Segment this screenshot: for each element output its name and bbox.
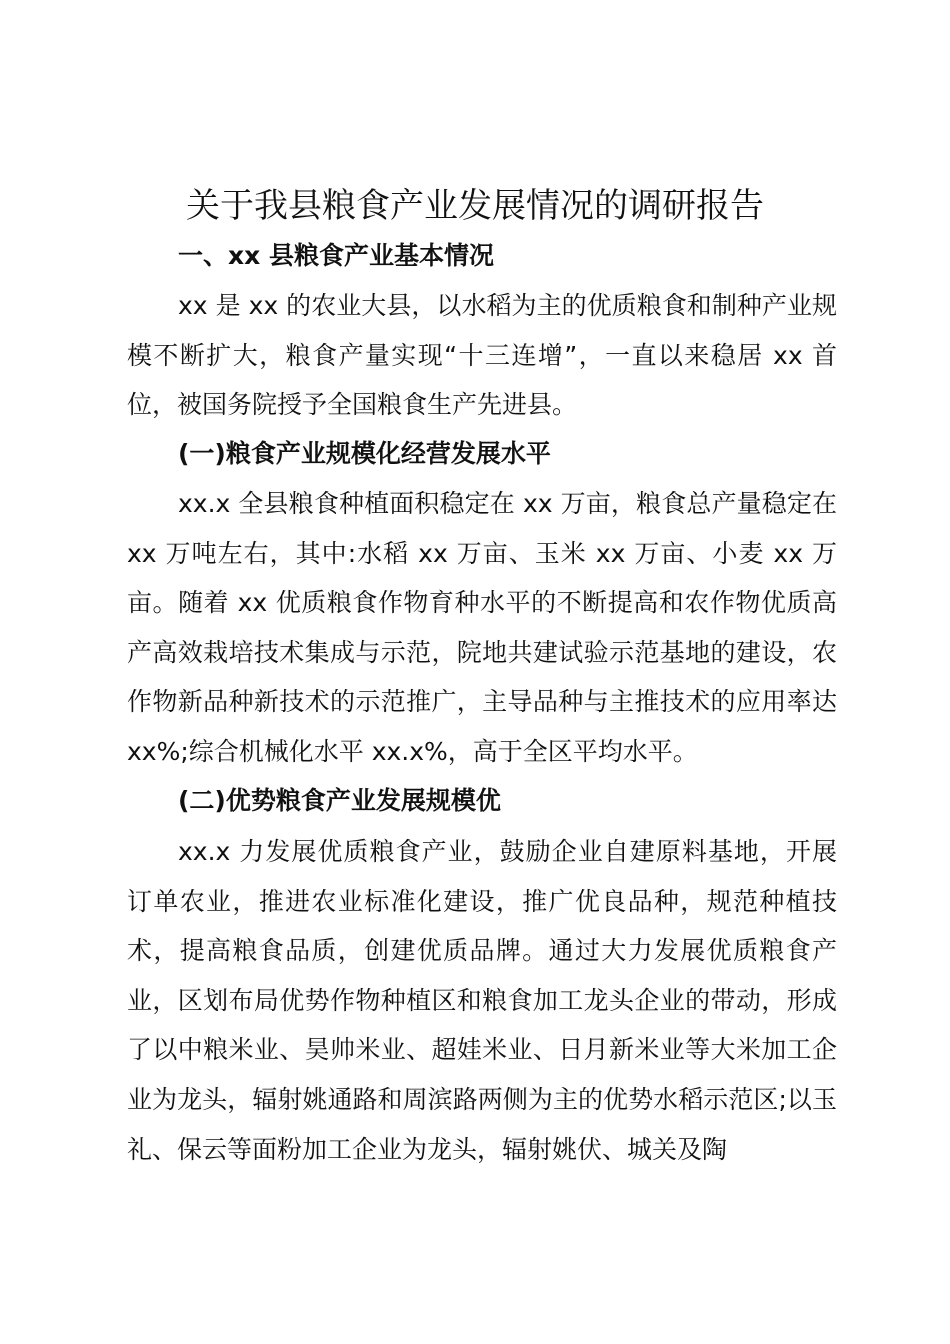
section-heading-basic-situation: 一、xx 县粮食产业基本情况 — [178, 241, 494, 270]
section-heading-scale-operation: (一)粮食产业规模化经营发展水平 — [178, 439, 551, 468]
document-title: 关于我县粮食产业发展情况的调研报告 — [186, 186, 764, 226]
paragraph-scale-operation: xx.x 全县粮食种植面积稳定在 xx 万亩，粮食总产量稳定在 xx 万吨左右，其中:水稻 xx 万亩、玉米 xx 万亩、小麦 xx 万亩。随着 xx 优质粮食作物育种水平的不断提高和农作物优质高产高效栽培技术集成与示范，院地共建试验示范基地的建设，农作物新品种新技术的示范推广，主导品种与主推技术的应用率达 xx%;综合机械化水平 xx.x%，高于全区平均水平。 — [127, 489, 837, 766]
section-heading-advantage-industry: (二)优势粮食产业发展规模优 — [178, 786, 501, 815]
paragraph-basic-situation: xx 是 xx 的农业大县，以水稻为主的优质粮食和制种产业规模不断扩大，粮食产量实现“十三连增”，一直以来稳居 xx 首位，被国务院授予全国粮食生产先进县。 — [127, 291, 837, 420]
paragraph-advantage-industry: xx.x 力发展优质粮食产业，鼓励企业自建原料基地，开展订单农业，推进农业标准化建设，推广优良品种，规范种植技术，提高粮食品质，创建优质品牌。通过大力发展优质粮食产业，区划布局优势作物种植区和粮食加工龙头企业的带动，形成了以中粮米业、昊帅米业、超娃米业、日月新米业等大米加工企业为龙头，辐射姚通路和周滨路两侧为主的优势水稻示范区;以玉礼、保云等面粉加工企业为龙头，辐射姚伏、城关及陶 — [127, 837, 837, 1164]
